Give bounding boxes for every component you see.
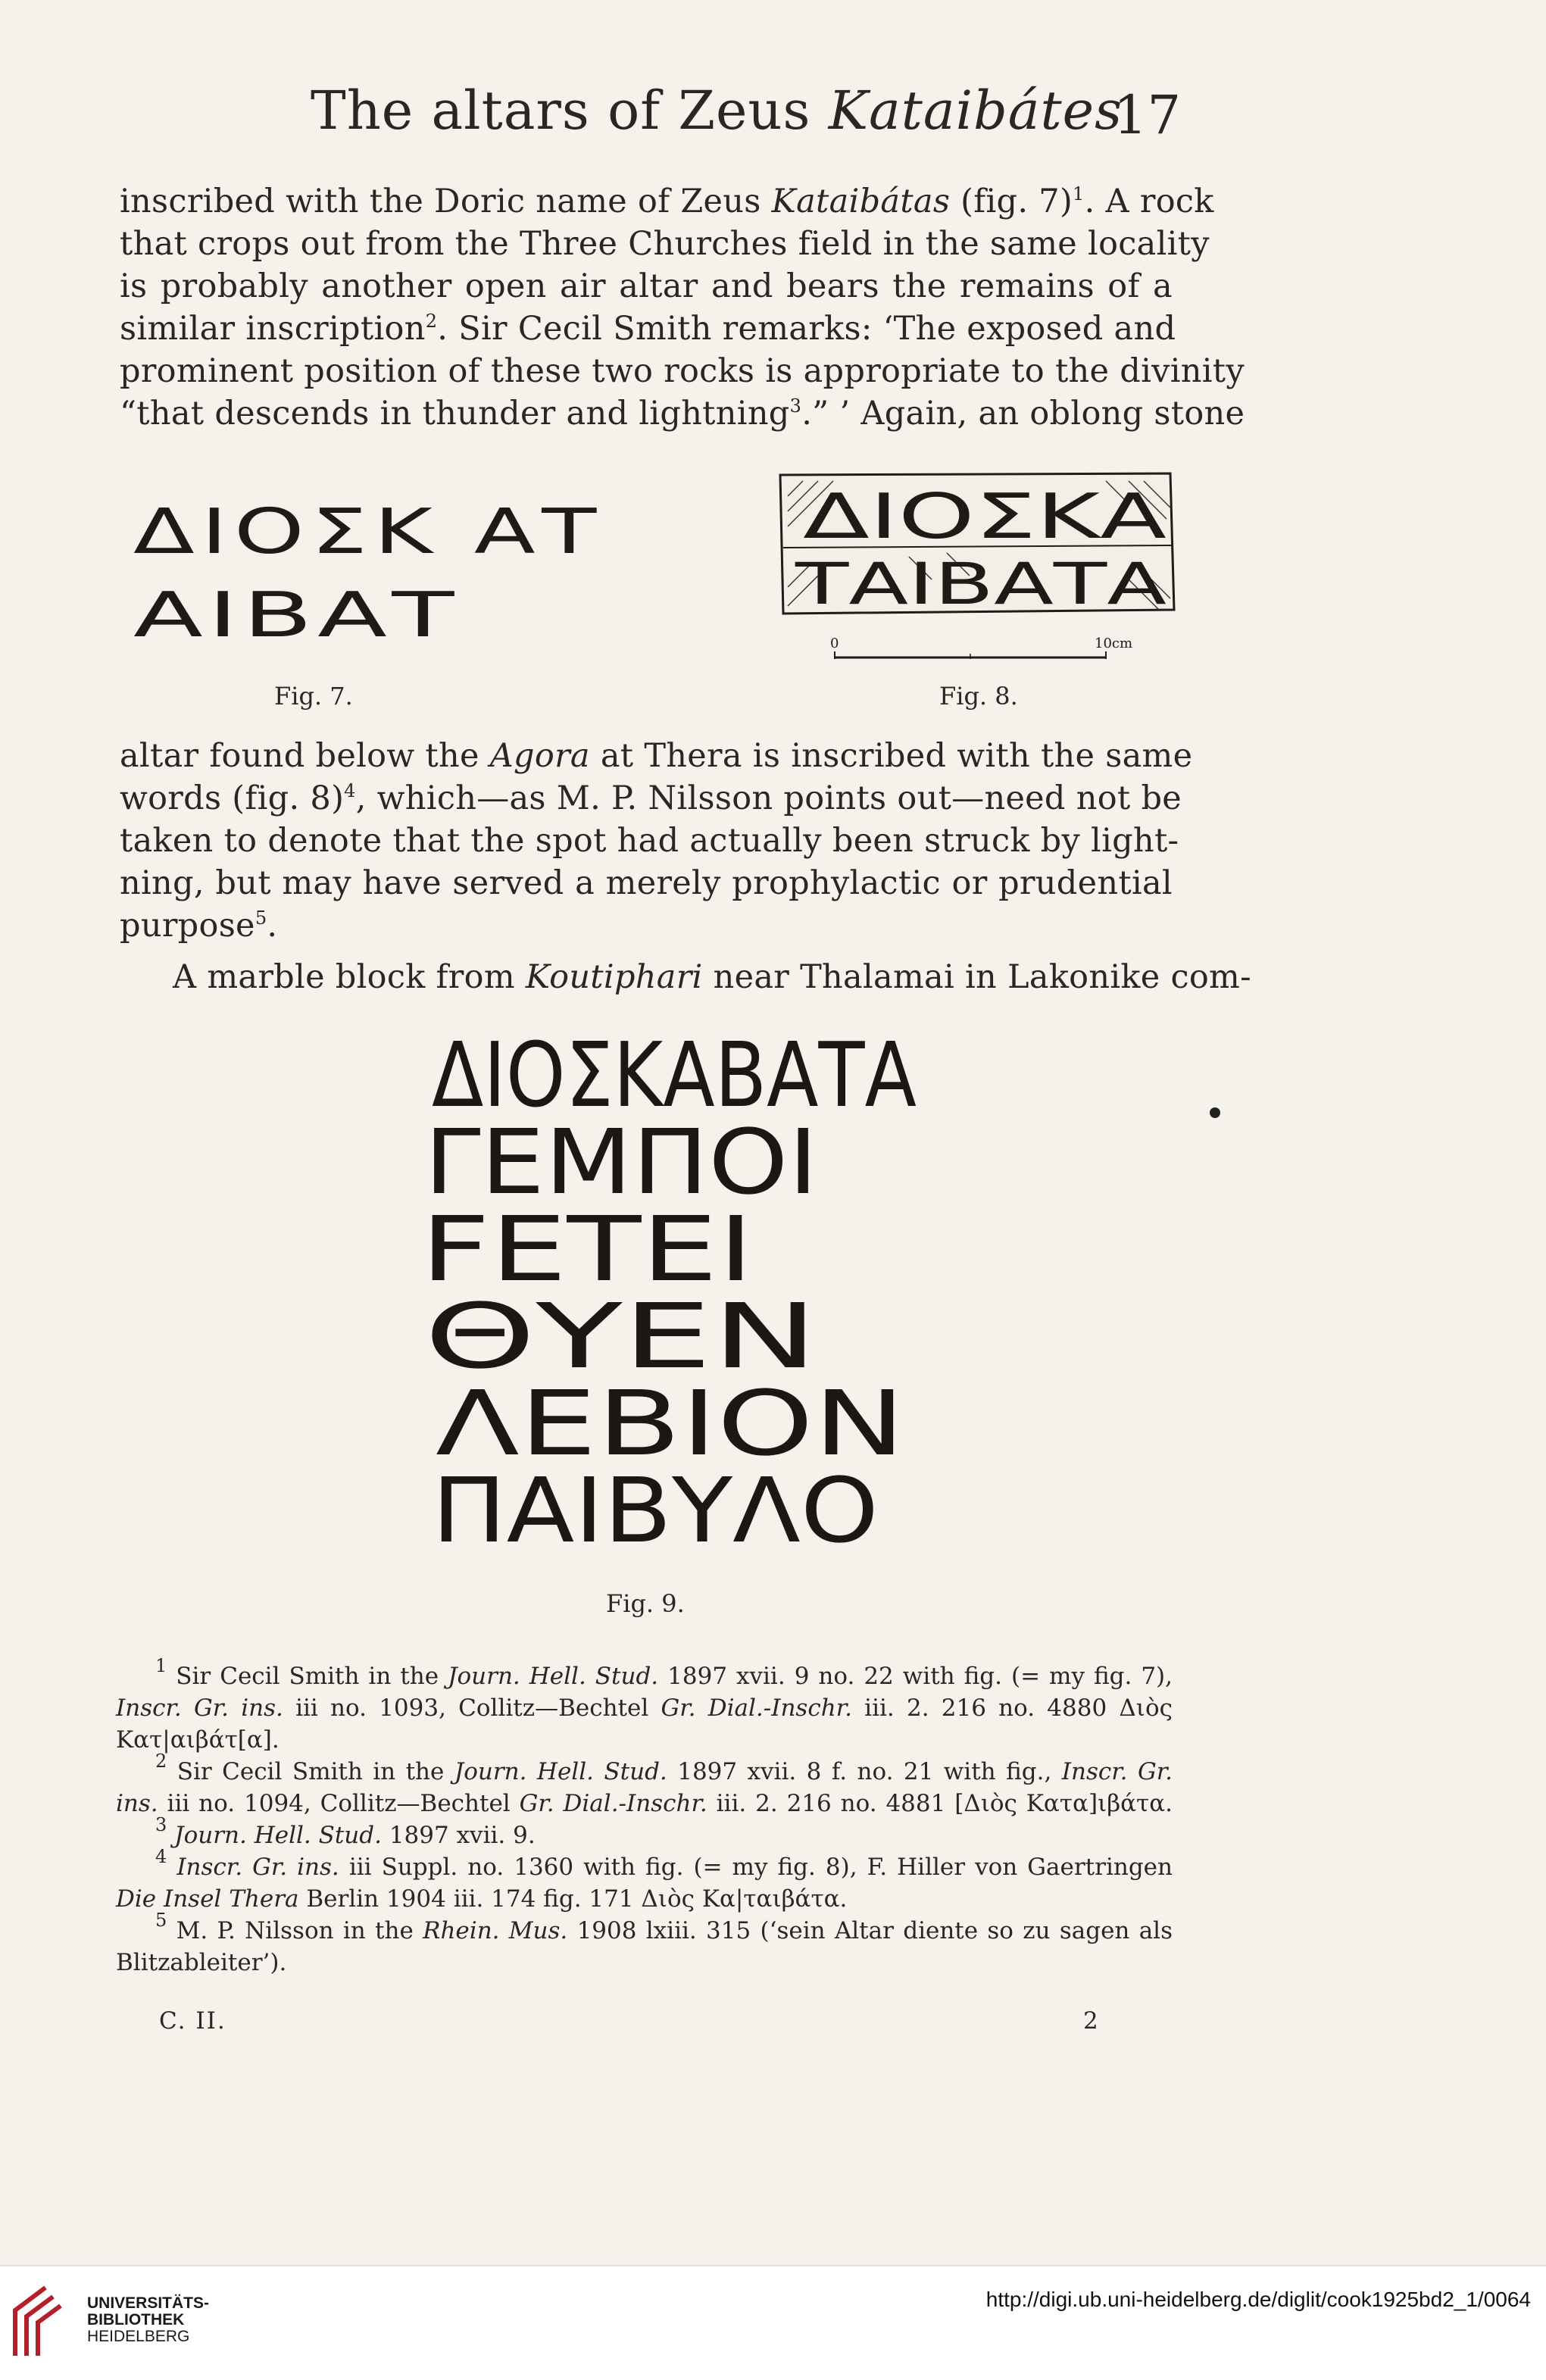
text-line: that crops out from the Three Churches field in the same locality [120, 225, 1210, 263]
fig9-line-6: ΠΑΙΒΥΛΟ [432, 1458, 879, 1563]
margin-dot [1210, 1107, 1220, 1118]
fig7-line-2: ΑΙΒΑΤ [133, 579, 459, 651]
fig9-caption: Fig. 9. [606, 1589, 685, 1618]
text-line: words (fig. 8)$^4$, which—as M. P. Nilsson points out—need not be [120, 779, 1182, 817]
text-line: altar found below the Agora at Thera is inscribed with the same [120, 737, 1193, 775]
figure-8-stone [773, 466, 1182, 663]
footnote-5: $^5$ M. P. Nilsson in the Rhein. Mus. 1908 lxiii. 315 (‘sein Altar diente so zu sagen als Blitzableiter’). [116, 1910, 1173, 1976]
text-line: prominent position of these two rocks is appropriate to the divinity [120, 352, 1245, 390]
text-line: similar inscription$^2$. Sir Cecil Smith remarks: ‘The exposed and [120, 310, 1176, 348]
fig8-caption: Fig. 8. [939, 682, 1018, 711]
paragraph-1 [120, 180, 1245, 435]
paragraph-2 [120, 735, 1193, 947]
sheet-number: 2 [1083, 2007, 1098, 2035]
running-title: The altars of Zeus Kataibátes [311, 80, 1123, 142]
footnote-3: $^3$ Journ. Hell. Stud. 1897 xvii. 9. [155, 1814, 536, 1849]
footnote-4: $^4$ Inscr. Gr. ins. iii Suppl. no. 1360 with fig. (= my fig. 8), F. Hiller von Gaertringen Die Insel Thera Berlin 1904 iii. 174 fig. 171 Διὸς Κα|ταιβάτα. [116, 1846, 1173, 1913]
fig9-line-4: ΘΥΕΝ [424, 1284, 818, 1388]
fig8-scale-start: 0 [830, 636, 839, 651]
footnote-2: $^2$ Sir Cecil Smith in the Journ. Hell. Stud. 1897 xvii. 8 f. no. 21 with fig., Inscr. Gr. ins. iii no. 1094, Collitz—Bechtel Gr. Dial.-Inschr. iii. 2. 216 no. 4881 [Διὸς Κατα]ιβάτα. [116, 1751, 1173, 1817]
permalink-url[interactable]: http://digi.ub.uni-heidelberg.de/diglit/cook1925bd2_1/0064 [985, 2288, 1531, 2311]
fig9-line-3: FΕΤΕΙ [420, 1197, 754, 1301]
library-logo-icon[interactable] [8, 2280, 76, 2363]
fig8-line-1: ΔΙΟΣΚΑ [803, 481, 1167, 553]
fig8-line-2: ΤΑΙΒΑΤΑ [794, 550, 1167, 617]
footnotes [116, 1655, 1173, 1979]
fig9-line-5: ΛΕΒΙΟΝ [436, 1371, 905, 1476]
figure-9-inscription [379, 1023, 947, 1591]
fig7-line-1: ΔΙΟΣΚ ΑΤ [133, 496, 603, 568]
library-name: UNIVERSITÄTS- BIBLIOTHEK HEIDELBERG [87, 2294, 210, 2345]
text-line: “that descends in thunder and lightning$^3$.” ’ Again, an oblong stone [120, 395, 1245, 433]
text-line: A marble block from Koutiphari near Thalamai in Lakonike com- [173, 958, 1251, 996]
fig9-line-2: ΓΕΜΠΟΙ [424, 1110, 818, 1214]
running-head [0, 80, 1546, 148]
fig8-scale-end: 10cm [1095, 636, 1133, 651]
viewer-footer [0, 2265, 1546, 2380]
figure-7-inscription [127, 492, 620, 651]
text-line: is probably another open air altar and bears the remains of a [120, 267, 1173, 305]
text-line: purpose$^5$. [120, 907, 278, 945]
footnote-1: $^1$ Sir Cecil Smith in the Journ. Hell. Stud. 1897 xvii. 9 no. 22 with fig. (= my fig. 7), Inscr. Gr. ins. iii no. 1093, Collitz—Bechtel Gr. Dial.-Inschr. iii. 2. 216 no. 4880 Διὸς Κατ|αιβάτ[α]. [116, 1655, 1173, 1754]
text-line: inscribed with the Doric name of Zeus Kataibátas (fig. 7)$^1$. A rock [120, 183, 1214, 220]
paragraph-3 [120, 956, 1251, 998]
text-line: taken to denote that the spot had actually been struck by light- [120, 822, 1179, 860]
signature-mark: C. II. [159, 2007, 226, 2035]
fig7-caption: Fig. 7. [274, 682, 353, 711]
fig9-line-1: ΔΙΟΣΚΑΒΑΤΑ [432, 1023, 917, 1127]
page-number: 17 [1113, 84, 1182, 146]
text-line: ning, but may have served a merely prophylactic or prudential [120, 864, 1173, 902]
